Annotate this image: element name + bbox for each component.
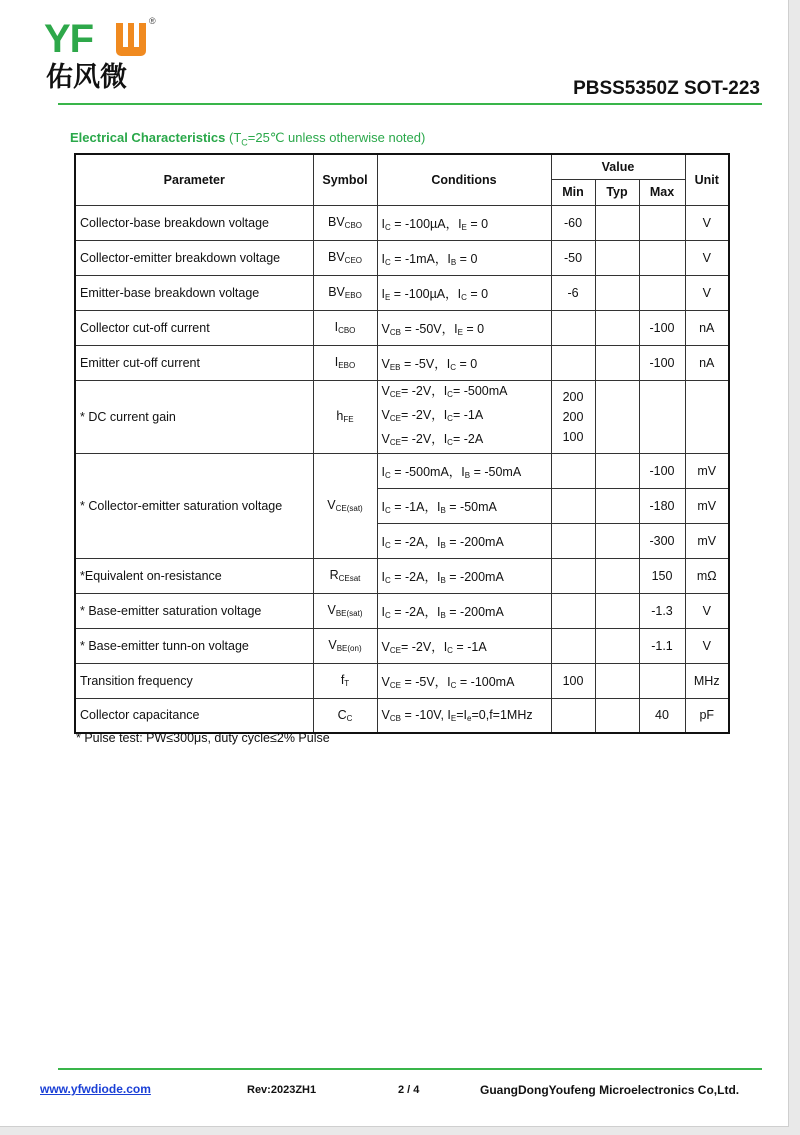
logo-chinese-name: 佑风微: [46, 62, 127, 93]
param-cell: Collector-base breakdown voltage: [75, 205, 313, 240]
param-cell: * DC current gain: [75, 380, 313, 453]
unit-cell: [685, 380, 729, 453]
min-cell: [551, 488, 595, 523]
section-title: [70, 130, 425, 148]
logo-yf-text: YF: [44, 17, 94, 61]
min-cell: [551, 523, 595, 558]
unit-cell: mV: [685, 453, 729, 488]
unit-cell: pF: [685, 698, 729, 733]
header-max: Max: [639, 179, 685, 205]
header-conditions: Conditions: [377, 154, 551, 205]
param-cell: Emitter-base breakdown voltage: [75, 275, 313, 310]
typ-cell: [595, 310, 639, 345]
header-parameter: Parameter: [75, 154, 313, 205]
min-cell: [551, 593, 595, 628]
max-cell: -100: [639, 345, 685, 380]
condition-cell: $V_{CE}= -2V$，$I_C = -1A$: [377, 628, 551, 663]
condition-cell: $I_C = -1mA$，$I_B = 0$: [377, 240, 551, 275]
typ-cell: [595, 593, 639, 628]
typ-cell: [595, 698, 639, 733]
symbol-cell: $V_{BE(sat)}$: [313, 593, 377, 628]
unit-cell: V: [685, 628, 729, 663]
condition-cell: $V_{CE}= -2V$，$I_C= -500mA$ $V_{CE}= -2V$，$I_C= -1A$ $V_{CE}= -2V$，$I_C= -2A$: [377, 380, 551, 453]
min-cell: -60: [551, 205, 595, 240]
logo-registered-mark: ®: [149, 16, 156, 26]
min-cell: [551, 558, 595, 593]
min-cell: [551, 345, 595, 380]
min-cell: -50: [551, 240, 595, 275]
unit-cell: V: [685, 205, 729, 240]
symbol-cell: $I_{EBO}$: [313, 345, 377, 380]
header-typ: Typ: [595, 179, 639, 205]
table-row: [75, 380, 729, 453]
header-divider: [58, 103, 762, 105]
typ-cell: [595, 558, 639, 593]
table-row: [75, 628, 729, 663]
header-symbol: Symbol: [313, 154, 377, 205]
footer-divider: [58, 1068, 762, 1070]
typ-cell: [595, 275, 639, 310]
condition-cell: $V_{CB} = -10V$, $I_E=I_e=0,f=1MHz$: [377, 698, 551, 733]
unit-cell: nA: [685, 345, 729, 380]
min-cell: 200 200 100: [551, 380, 595, 453]
typ-cell: [595, 345, 639, 380]
logo-w-mark: [116, 23, 146, 56]
max-cell: -1.1: [639, 628, 685, 663]
footer-page-number: 2 / 4: [398, 1084, 420, 1096]
param-cell: Emitter cut-off current: [75, 345, 313, 380]
condition-cell: $I_C = -2A$，$I_B = -200mA$: [377, 558, 551, 593]
section-title-text: Electrical Characteristics: [70, 130, 226, 145]
condition-cell: $I_C = -1A$，$I_B = -50mA$: [377, 488, 551, 523]
condition-cell: $V_{CB} = -50V$，$I_E = 0$: [377, 310, 551, 345]
param-cell: Collector cut-off current: [75, 310, 313, 345]
symbol-cell: $h_{FE}$: [313, 380, 377, 453]
condition-cell: $I_C = -2A$，$I_B = -200mA$: [377, 593, 551, 628]
condition-cell: $I_C = -100\mu A$，$I_E = 0$: [377, 205, 551, 240]
table-row: [75, 205, 729, 240]
max-cell: [639, 205, 685, 240]
condition-cell: $I_C = -2A$，$I_B = -200mA$: [377, 523, 551, 558]
symbol-cell: $BV_{CBO}$: [313, 205, 377, 240]
max-cell: -100: [639, 310, 685, 345]
table-row: [75, 663, 729, 698]
table-row: [75, 698, 729, 733]
pulse-test-footnote: * Pulse test: PW≤300μs, duty cycle≤2% Pulse: [76, 731, 330, 745]
min-cell: -6: [551, 275, 595, 310]
min-cell: [551, 628, 595, 663]
footer-website-link[interactable]: www.yfwdiode.com: [40, 1082, 151, 1096]
header-value: Value: [551, 154, 685, 179]
typ-cell: [595, 488, 639, 523]
max-cell: 150: [639, 558, 685, 593]
param-cell: * Base-emitter saturation voltage: [75, 593, 313, 628]
symbol-cell: $C_C$: [313, 698, 377, 733]
condition-cell: $I_C = -500mA$，$I_B = -50mA$: [377, 453, 551, 488]
max-cell: -1.3: [639, 593, 685, 628]
symbol-cell: $BV_{EBO}$: [313, 275, 377, 310]
symbol-cell: $BV_{CEO}$: [313, 240, 377, 275]
footer-revision: Rev:2023ZH1: [247, 1084, 317, 1096]
unit-cell: V: [685, 240, 729, 275]
max-cell: -300: [639, 523, 685, 558]
param-cell: * Collector-emitter saturation voltage: [75, 453, 313, 558]
min-cell: [551, 310, 595, 345]
condition-cell: $V_{EB} = -5V$，$I_C = 0$: [377, 345, 551, 380]
table-row: [75, 345, 729, 380]
typ-cell: [595, 453, 639, 488]
param-cell: * Base-emitter tunn-on voltage: [75, 628, 313, 663]
section-title-condition: ($T_C=25℃$ unless otherwise noted): [225, 130, 426, 148]
table-row: [75, 275, 729, 310]
table-row: [75, 240, 729, 275]
max-cell: -180: [639, 488, 685, 523]
max-cell: 40: [639, 698, 685, 733]
min-cell: [551, 453, 595, 488]
param-cell: Collector capacitance: [75, 698, 313, 733]
param-cell: Transition frequency: [75, 663, 313, 698]
symbol-cell: $I_{CBO}$: [313, 310, 377, 345]
electrical-characteristics-table: [74, 153, 730, 734]
header-unit: Unit: [685, 154, 729, 205]
max-cell: [639, 275, 685, 310]
table-row: [75, 453, 729, 488]
symbol-cell: $V_{BE(on)}$: [313, 628, 377, 663]
param-cell: *Equivalent on-resistance: [75, 558, 313, 593]
typ-cell: [595, 380, 639, 453]
table-row: [75, 310, 729, 345]
max-cell: [639, 240, 685, 275]
max-cell: [639, 380, 685, 453]
param-cell: Collector-emitter breakdown voltage: [75, 240, 313, 275]
max-cell: -100: [639, 453, 685, 488]
typ-cell: [595, 628, 639, 663]
footer-company-name: GuangDongYoufeng Microelectronics Co,Ltd.: [480, 1083, 740, 1097]
symbol-cell: $V_{CE(sat)}$: [313, 453, 377, 558]
symbol-cell: $R_{CEsat}$: [313, 558, 377, 593]
header-min: Min: [551, 179, 595, 205]
condition-cell: $I_E = -100\mu A$，$I_C = 0$: [377, 275, 551, 310]
part-number-title: PBSS5350Z SOT-223: [573, 78, 760, 99]
typ-cell: [595, 240, 639, 275]
unit-cell: mV: [685, 523, 729, 558]
typ-cell: [595, 205, 639, 240]
table-row: [75, 558, 729, 593]
unit-cell: V: [685, 593, 729, 628]
unit-cell: V: [685, 275, 729, 310]
company-logo: [44, 18, 164, 98]
condition-cell: $V_{CE} = -5V$，$I_C = -100mA$: [377, 663, 551, 698]
symbol-cell: $f_T$: [313, 663, 377, 698]
min-cell: 100: [551, 663, 595, 698]
unit-cell: nA: [685, 310, 729, 345]
typ-cell: [595, 523, 639, 558]
typ-cell: [595, 663, 639, 698]
unit-cell: MHz: [685, 663, 729, 698]
table-row: [75, 593, 729, 628]
unit-cell: mV: [685, 488, 729, 523]
unit-cell: mΩ: [685, 558, 729, 593]
max-cell: [639, 663, 685, 698]
min-cell: [551, 698, 595, 733]
